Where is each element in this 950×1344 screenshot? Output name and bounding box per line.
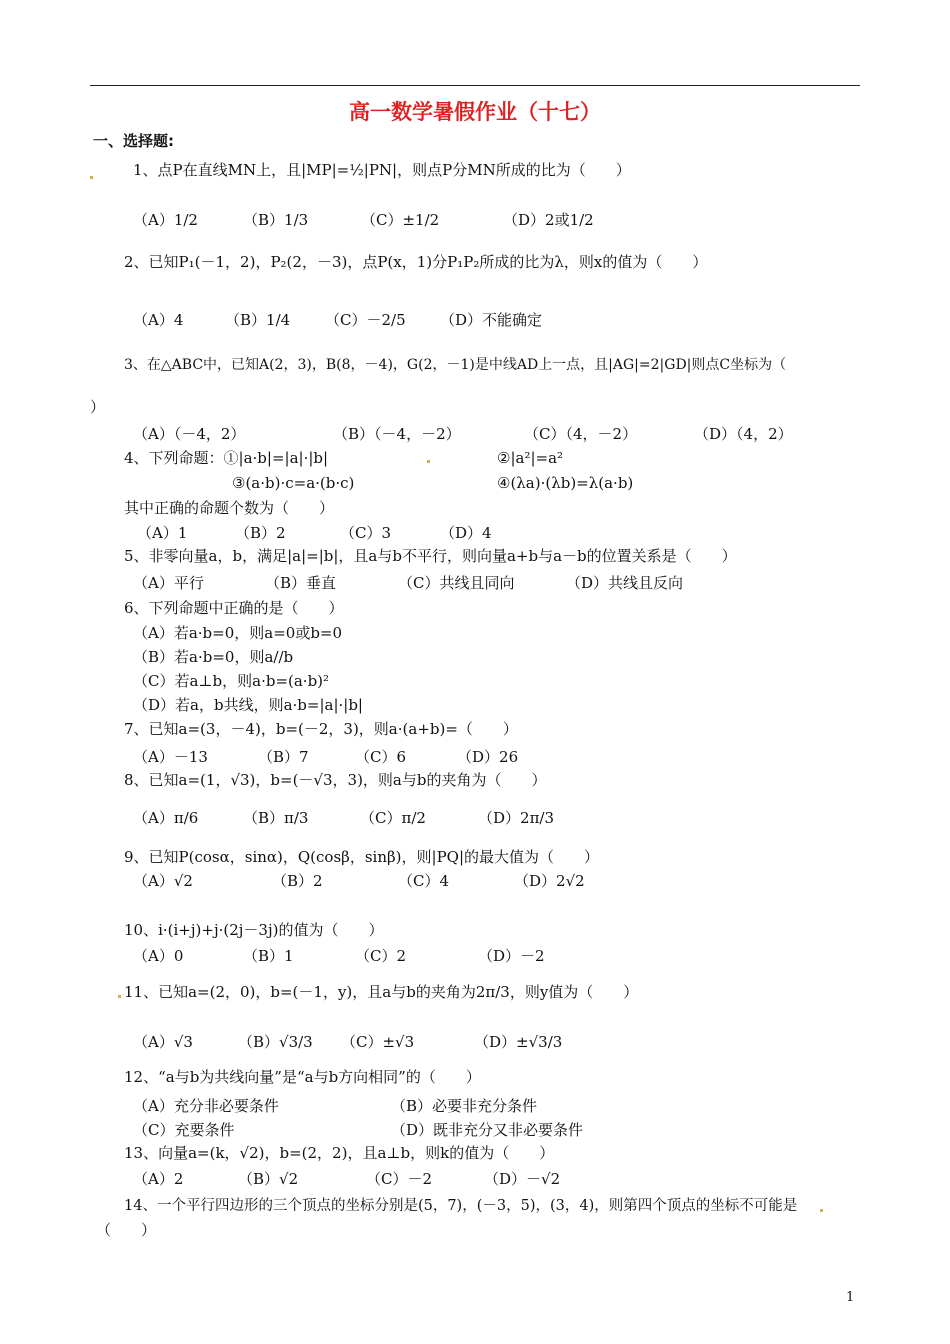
q1-option-b: （B）1/3 <box>243 211 309 229</box>
q6-option-c: （C）若a⊥b，则a·b=(a·b)² <box>133 672 330 690</box>
q5-option-b: （B）垂直 <box>265 574 337 592</box>
q4-option-d: （D）4 <box>440 524 492 542</box>
decor-dot <box>90 176 93 179</box>
q9-option-a: （A）√2 <box>133 872 193 890</box>
question-10: 10、i·(i+j)+j·(2j－3j)的值为（ ） <box>124 921 384 939</box>
question-3: 3、在△ABC中，已知A(2，3)，B(8，－4)，G(2，－1)是中线AD上一点，且|AG|=2|GD|则点C坐标为（ <box>124 357 787 373</box>
q7-option-c: （C）6 <box>355 748 407 766</box>
q2-option-b: （B）1/4 <box>225 311 291 329</box>
q10-option-d: （D）－2 <box>478 947 545 965</box>
q10-option-a: （A）0 <box>133 947 184 965</box>
top-rule <box>90 85 860 86</box>
q11-option-d: （D）±√3/3 <box>474 1033 563 1051</box>
q2-option-c: （C）－2/5 <box>325 311 406 329</box>
q12-option-c: （C）充要条件 <box>133 1121 235 1139</box>
question-8: 8、已知a=(1，√3)，b=(－√3，3)，则a与b的夹角为（ ） <box>124 771 547 789</box>
q1-option-c: （C）±1/2 <box>361 211 440 229</box>
section-heading: 一、选择题: <box>93 132 174 150</box>
decor-dot <box>820 1209 823 1212</box>
q9-option-d: （D）2√2 <box>514 872 585 890</box>
q10-option-b: （B）1 <box>243 947 294 965</box>
q8-option-d: （D）2π/3 <box>478 809 555 827</box>
q13-option-d: （D）－√2 <box>484 1170 561 1188</box>
question-11: 11、已知a=(2，0)，b=(－1，y)，且a与b的夹角为2π/3，则y值为（ ） <box>124 983 639 1001</box>
q4-proposition-2: ②|a²|=a² <box>497 449 564 467</box>
q2-option-a: （A）4 <box>133 311 184 329</box>
q7-option-a: （A）－13 <box>133 748 208 766</box>
question-6: 6、下列命题中正确的是（ ） <box>124 599 344 617</box>
q6-option-b: （B）若a·b=0，则a//b <box>133 648 294 666</box>
q13-option-a: （A）2 <box>133 1170 184 1188</box>
q10-option-c: （C）2 <box>355 947 407 965</box>
question-7: 7、已知a=(3，－4)，b=(－2，3)，则a·(a+b)=（ ） <box>124 720 518 738</box>
q13-option-b: （B）√2 <box>238 1170 299 1188</box>
q1-option-a: （A）1/2 <box>133 211 198 229</box>
q3-option-b: （B）（－4，－2） <box>333 425 461 443</box>
page-number: 1 <box>846 1290 855 1305</box>
q8-option-b: （B）π/3 <box>243 809 309 827</box>
q12-option-d: （D）既非充分又非必要条件 <box>391 1121 584 1139</box>
q5-option-c: （C）共线且同向 <box>398 574 515 592</box>
question-14: 14、一个平行四边形的三个顶点的坐标分别是(5，7)，(－3，5)，(3，4)，则第四个顶点的坐标不可能是 <box>124 1198 798 1214</box>
q7-option-b: （B）7 <box>258 748 309 766</box>
q3-option-c: （C）（4，－2） <box>524 425 638 443</box>
q4-option-b: （B）2 <box>235 524 286 542</box>
q3-option-a: （A）（－4，2） <box>133 425 246 443</box>
q13-option-c: （C）－2 <box>366 1170 433 1188</box>
q4-proposition-4: ④(λa)·(λb)=λ(a·b) <box>497 474 634 492</box>
q7-option-d: （D）26 <box>457 748 519 766</box>
q4-option-a: （A）1 <box>137 524 188 542</box>
decor-dot <box>118 995 121 998</box>
q11-option-b: （B）√3/3 <box>238 1033 313 1051</box>
q1-option-d: （D）2或1/2 <box>503 211 594 229</box>
q12-option-b: （B）必要非充分条件 <box>391 1097 538 1115</box>
q6-option-a: （A）若a·b=0，则a=0或b=0 <box>133 624 343 642</box>
q2-option-d: （D）不能确定 <box>440 311 543 329</box>
decor-dot <box>427 460 430 463</box>
page-title: 高一数学暑假作业（十七） <box>349 100 601 124</box>
q9-option-c: （C）4 <box>398 872 450 890</box>
question-13: 13、向量a=(k，√2)，b=(2，2)，且a⊥b，则k的值为（ ） <box>124 1144 555 1162</box>
q4-option-c: （C）3 <box>340 524 392 542</box>
q12-option-a: （A）充分非必要条件 <box>133 1097 279 1115</box>
question-12: 12、“a与b为共线向量”是“a与b方向相同”的（ ） <box>124 1068 481 1086</box>
question-5: 5、非零向量a，b，满足|a|=|b|，且a与b不平行，则向量a+b与a－b的位置关系是（ ） <box>124 547 737 565</box>
q4-proposition-3: ③(a·b)·c=a·(b·c) <box>232 474 355 492</box>
q5-option-a: （A）平行 <box>133 574 204 592</box>
question-9: 9、已知P(cosα，sinα)，Q(cosβ，sinβ)，则|PQ|的最大值为（ ） <box>124 848 600 866</box>
question-14-end: （ ） <box>96 1221 157 1239</box>
q3-option-d: （D）（4，2） <box>694 425 793 443</box>
question-1: 1、点P在直线MN上，且|MP|=½|PN|，则点P分MN所成的比为（ ） <box>133 161 631 179</box>
q9-option-b: （B）2 <box>272 872 323 890</box>
q11-option-c: （C）±√3 <box>341 1033 415 1051</box>
q8-option-a: （A）π/6 <box>133 809 199 827</box>
q5-option-d: （D）共线且反向 <box>566 574 684 592</box>
question-2: 2、已知P₁(－1，2)，P₂(2，－3)，点P(x，1)分P₁P₂所成的比为λ，则x的值为（ ） <box>124 253 708 271</box>
q6-option-d: （D）若a，b共线，则a·b=|a|·|b| <box>133 696 363 714</box>
q11-option-a: （A）√3 <box>133 1033 193 1051</box>
question-4: 4、下列命题：①|a·b|=|a|·|b| <box>124 449 329 467</box>
q4-question: 其中正确的命题个数为（ ） <box>124 499 335 517</box>
question-3-end: ） <box>90 398 106 416</box>
q8-option-c: （C）π/2 <box>360 809 426 827</box>
